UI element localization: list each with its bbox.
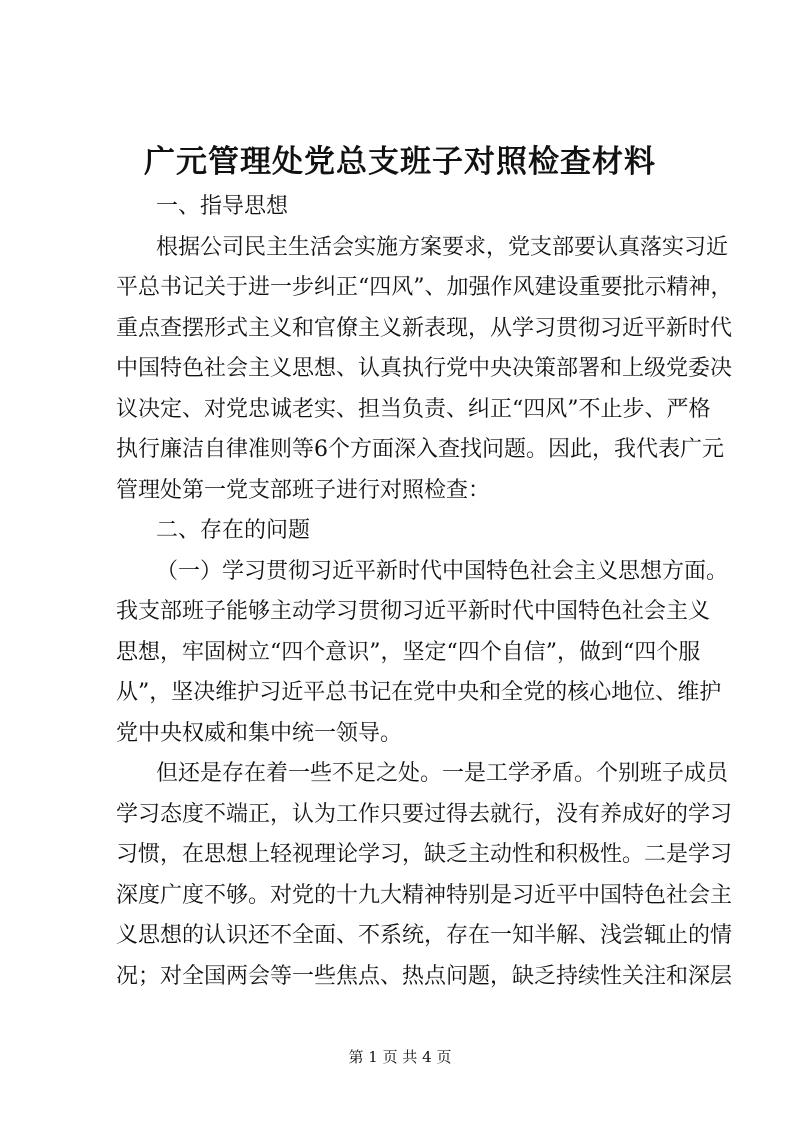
body-line: 习惯，在思想上轻视理论学习，缺乏主动性和积极性。二是学习 xyxy=(116,842,733,867)
body-line: 二、存在的问题 xyxy=(156,518,311,543)
body-line: 深度广度不够。对党的十九大精神特别是习近平中国特色社会主 xyxy=(116,882,733,908)
body-line: 平总书记关于进一步纠正“四风”、加强作风建设重要批示精神， xyxy=(116,275,733,300)
document-body xyxy=(116,187,733,997)
body-line: 学习态度不端正，认为工作只要过得去就行，没有养成好的学习 xyxy=(116,801,733,827)
body-line: 管理处第一党支部班子进行对照检查： xyxy=(116,477,491,503)
body-line: 从”，坚决维护习近平总书记在党中央和全党的核心地位、维护 xyxy=(116,680,722,705)
body-line: 中国特色社会主义思想、认真执行党中央决策部署和上级党委决 xyxy=(116,356,733,381)
document-title: 广元管理处党总支班子对照检查材料 xyxy=(144,144,656,180)
body-line: 义思想的认识还不全面、不系统，存在一知半解、浅尝辄止的情 xyxy=(116,923,733,948)
body-line: 议决定、对党忠诚老实、担当负责、纠正“四风”不止步、严格 xyxy=(116,396,711,422)
body-line: （一）学习贯彻习近平新时代中国特色社会主义思想方面。 xyxy=(156,558,729,584)
body-line: 但还是存在着一些不足之处。一是工学矛盾。个别班子成员 xyxy=(156,761,729,786)
body-line: 重点查摆形式主义和官僚主义新表现，从学习贯彻习近平新时代 xyxy=(116,315,733,341)
body-line: 根据公司民主生活会实施方案要求，党支部要认真落实习近 xyxy=(156,234,729,260)
body-line: 党中央权威和集中统一领导。 xyxy=(116,720,403,746)
body-line: 执行廉洁自律准则等6个方面深入查找问题。因此，我代表广元 xyxy=(116,437,724,462)
body-line: 我支部班子能够主动学习贯彻习近平新时代中国特色社会主义 xyxy=(116,599,711,624)
body-line: 况；对全国两会等一些焦点、热点问题，缺乏持续性关注和深层 xyxy=(116,963,733,989)
body-line: 思想，牢固树立“四个意识”，坚定“四个自信”，做到“四个服 xyxy=(116,639,701,665)
body-line: 一、指导思想 xyxy=(156,194,289,219)
page-number: 第 1 页 共 4 页 xyxy=(348,1048,452,1066)
